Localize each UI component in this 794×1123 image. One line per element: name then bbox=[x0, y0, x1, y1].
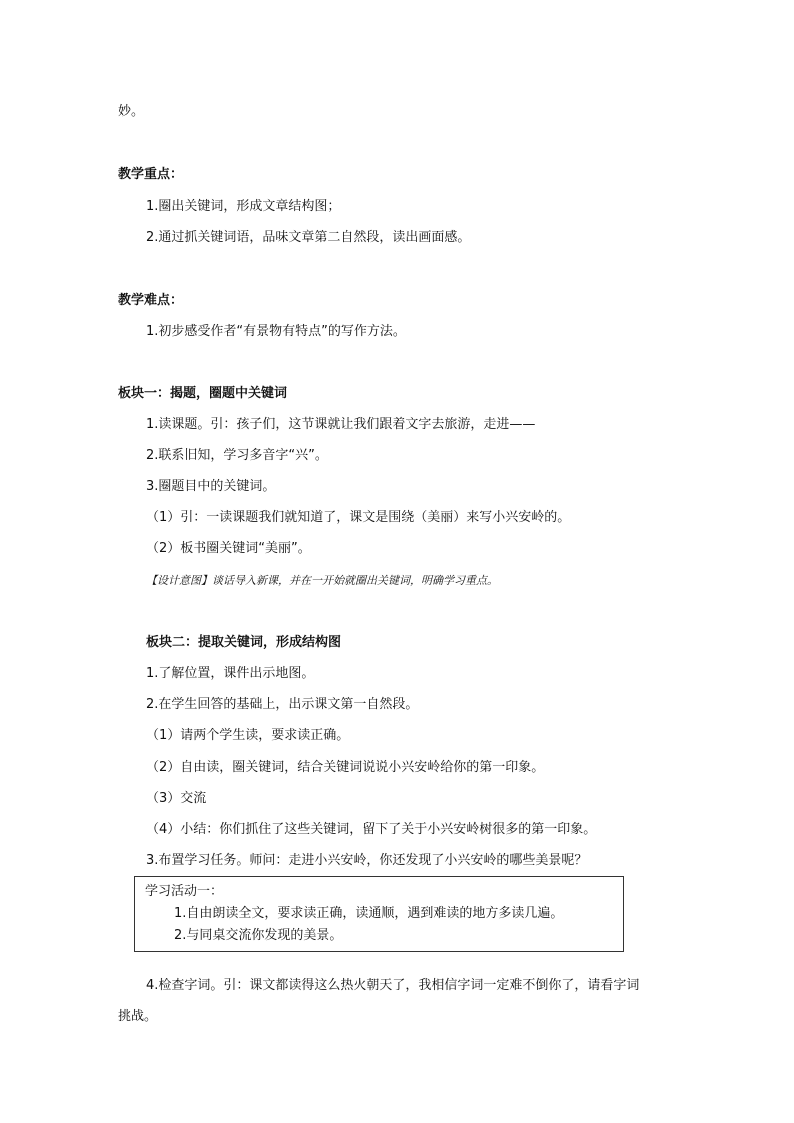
block-one-step-3b: （2）板书圈关键词“美丽”。 bbox=[146, 541, 311, 556]
activity-item-2: 2.与同桌交流你发现的美景。 bbox=[174, 928, 343, 943]
block-two-step-2b: （2）自由读，圈关键词，结合关键词说说小兴安岭给你的第一印象。 bbox=[146, 760, 545, 775]
block-one-step-2: 2.联系旧知，学习多音字“兴”。 bbox=[146, 448, 328, 463]
block-two-step-4: 4.检查字词。引：课文都读得这么热火朝天了，我相信字词一定难不倒你了，请看字词 bbox=[146, 978, 640, 993]
focus-item-2: 2.通过抓关键词语，品味文章第二自然段，读出画面感。 bbox=[146, 230, 471, 245]
block-two-heading: 板块二：提取关键词，形成结构图 bbox=[146, 635, 342, 650]
block-two-step-2d: （4）小结：你们抓住了这些关键词，留下了关于小兴安岭树很多的第一印象。 bbox=[146, 822, 597, 837]
block-one-step-3a: （1）引：一读课题我们就知道了，课文是围绕（美丽）来写小兴安岭的。 bbox=[146, 510, 571, 525]
block-two-step-3: 3.布置学习任务。师问：走进小兴安岭，你还发现了小兴安岭的哪些美景呢？ bbox=[146, 853, 588, 868]
block-two-step-4-continued: 挑战。 bbox=[118, 1009, 158, 1024]
design-intent-note: 【设计意图】谈话导入新课，并在一开始就圈出关键词，明确学习重点。 bbox=[146, 574, 498, 587]
block-one-heading: 板块一：揭题，圈题中关键词 bbox=[118, 386, 288, 401]
section-heading-focus: 教学重点： bbox=[118, 167, 184, 182]
activity-item-1: 1.自由朗读全文，要求读正确，读通顺，遇到难读的地方多读几遍。 bbox=[174, 906, 564, 921]
focus-item-1: 1.圈出关键词，形成文章结构图； bbox=[146, 199, 341, 214]
block-one-step-3: 3.圈题目中的关键词。 bbox=[146, 479, 276, 494]
block-two-step-2c: （3）交流 bbox=[146, 791, 207, 806]
text-continuation: 妙。 bbox=[118, 104, 145, 119]
block-one-step-1: 1.读课题。引：孩子们，这节课就让我们跟着文字去旅游，走进—— bbox=[146, 417, 536, 432]
difficulty-item-1: 1.初步感受作者“有景物有特点”的写作方法。 bbox=[146, 324, 406, 339]
block-two-step-2a: （1）请两个学生读，要求读正确。 bbox=[146, 728, 350, 743]
section-heading-difficulty: 教学难点： bbox=[118, 293, 184, 308]
block-two-step-2: 2.在学生回答的基础上，出示课文第一自然段。 bbox=[146, 697, 419, 712]
block-two-step-1: 1.了解位置，课件出示地图。 bbox=[146, 666, 315, 681]
activity-title: 学习活动一： bbox=[145, 884, 224, 899]
